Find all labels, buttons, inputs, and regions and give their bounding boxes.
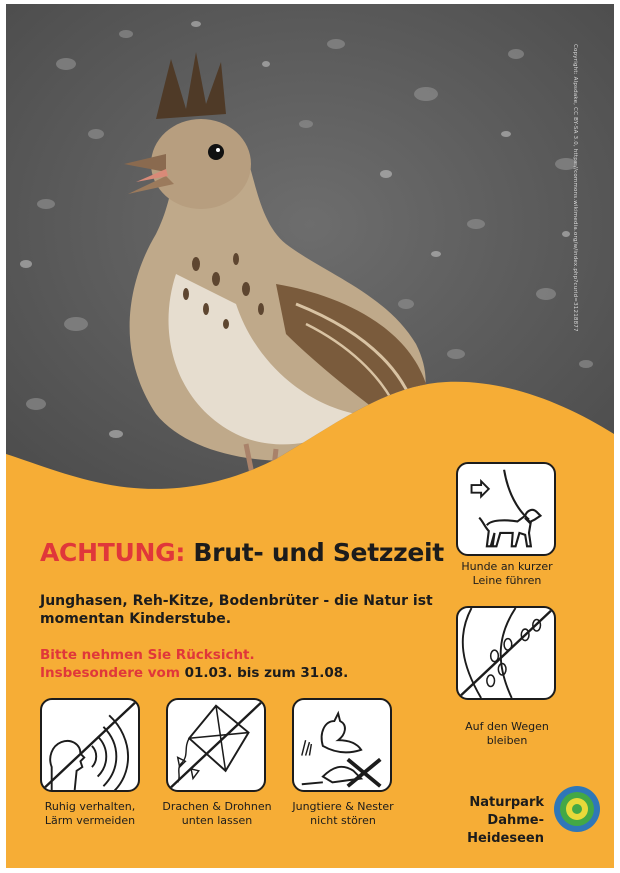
paths-caption-line-2: bleiben (486, 734, 528, 747)
intro-text (40, 592, 450, 628)
poster (6, 4, 614, 868)
notice-line-1: Bitte nehmen Sie Rücksicht. (40, 647, 255, 663)
noise-icon (42, 700, 138, 790)
nests-caption-line-1: Jungtiere & Nester (292, 800, 394, 813)
kites-caption-line-1: Drachen & Drohnen (162, 800, 272, 813)
paths-caption-line-1: Auf den Wegen (465, 720, 549, 733)
quiet-caption (34, 800, 146, 828)
notice-line-2 (40, 664, 460, 682)
park-name-line-2: Dahme-Heideseen (467, 813, 544, 846)
nests-pictogram (292, 698, 392, 792)
notice-text (40, 646, 460, 682)
park-name (412, 794, 544, 848)
paths-pictogram (456, 606, 556, 700)
kites-pictogram (166, 698, 266, 792)
kites-caption-line-2: unten lassen (181, 814, 253, 827)
nests-caption (282, 800, 404, 828)
date-to: 31.08. (300, 665, 349, 681)
page-title (40, 538, 444, 567)
paths-caption (452, 720, 562, 748)
park-logo-icon (552, 784, 602, 834)
dog-caption-line-2: Leine führen (472, 574, 542, 587)
quiet-caption-line-2: Lärm vermeiden (44, 814, 136, 827)
nests-caption-line-2: nicht stören (310, 814, 376, 827)
kites-caption (158, 800, 276, 828)
park-name-line-1: Naturpark (469, 795, 544, 810)
intro-line-2: momentan Kinderstube. (40, 611, 232, 627)
topic-label: Brut- und Setzzeit (193, 538, 444, 567)
warning-label: ACHTUNG: (40, 538, 186, 567)
dog-caption (452, 560, 562, 588)
dog-icon (458, 464, 554, 554)
photo-copyright: Copyright: Alpsdake, CC BY-SA 3.0, https://commons.wikimedia.org/w/index.php?curid=31218877 (572, 44, 578, 332)
bird-photo (6, 4, 614, 494)
date-connector: bis zum (237, 665, 296, 681)
quiet-caption-line-1: Ruhig verhalten, (44, 800, 136, 813)
date-from: 01.03. (184, 665, 233, 681)
bird-nest-icon (294, 700, 390, 790)
kite-icon (168, 700, 264, 790)
footprints-icon (458, 608, 554, 698)
dog-caption-line-1: Hunde an kurzer (461, 560, 553, 573)
dog-leash-pictogram (456, 462, 556, 556)
intro-line-1: Junghasen, Reh-Kitze, Bodenbrüter - die Natur ist (40, 593, 433, 609)
notice-prefix: Insbesondere vom (40, 665, 180, 681)
quiet-pictogram (40, 698, 140, 792)
